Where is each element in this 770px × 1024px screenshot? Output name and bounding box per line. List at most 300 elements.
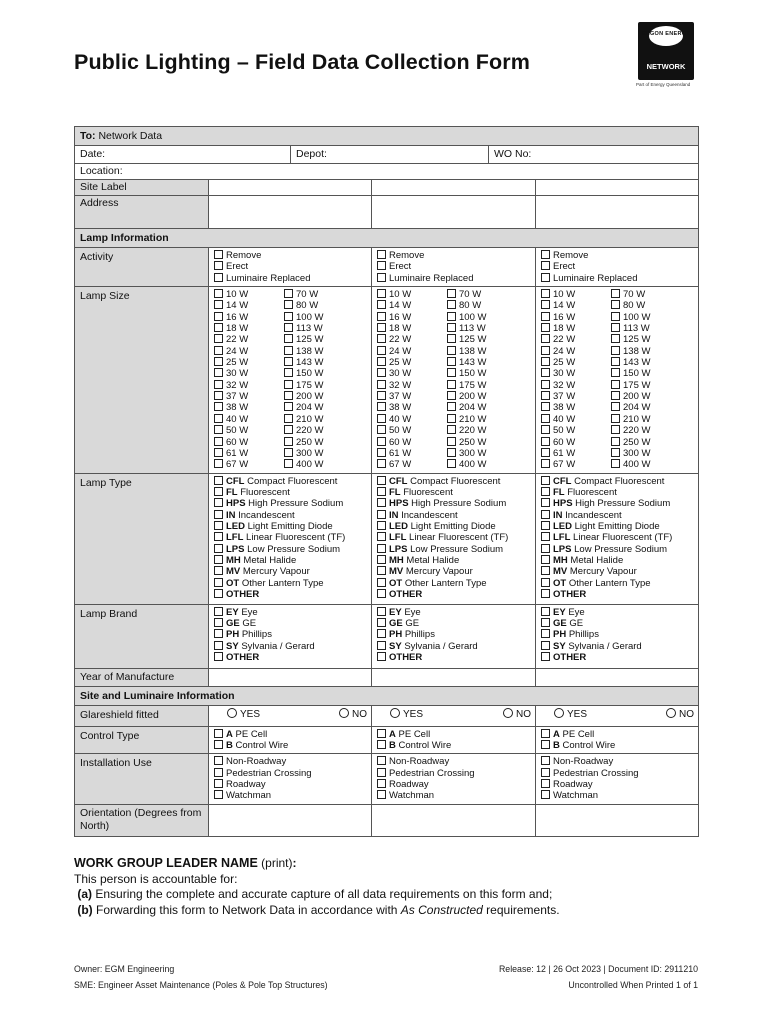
option-label: 18 W (389, 323, 412, 335)
checkbox[interactable] (611, 334, 620, 343)
option-label: 40 W (226, 413, 249, 425)
lamp-size-option (377, 380, 447, 391)
checkbox[interactable] (541, 289, 550, 298)
checkbox[interactable] (377, 607, 386, 616)
checkbox[interactable] (377, 768, 386, 777)
option-code: A (226, 728, 233, 740)
lamp-size-option (541, 402, 611, 413)
checkbox[interactable] (541, 729, 550, 738)
option-code: OTHER (553, 651, 587, 663)
option-label: 175 W (623, 379, 651, 391)
checkbox[interactable] (447, 425, 456, 434)
checkbox[interactable] (214, 425, 223, 434)
checkbox[interactable] (214, 289, 223, 298)
option-label: 16 W (226, 311, 249, 323)
checkbox[interactable] (377, 476, 386, 485)
checkbox[interactable] (541, 346, 550, 355)
lamp-type-option (214, 487, 366, 498)
checkbox[interactable] (447, 323, 456, 332)
option-label: Roadway (553, 778, 593, 790)
checkbox[interactable] (214, 323, 223, 332)
option-label: 10 W (389, 289, 412, 301)
site-label-input-1[interactable] (209, 180, 372, 196)
checkbox[interactable] (214, 368, 223, 377)
radio-button[interactable] (554, 708, 564, 718)
checkbox[interactable] (541, 261, 550, 270)
lamp-size-col-left (377, 289, 447, 471)
glareshield-yes (554, 708, 587, 722)
option-code: LED (553, 520, 572, 532)
checkbox[interactable] (214, 250, 223, 259)
checkbox[interactable] (377, 555, 386, 564)
checkbox[interactable] (214, 607, 223, 616)
checkbox[interactable] (541, 768, 550, 777)
checkbox[interactable] (611, 414, 620, 423)
option-code: FL (226, 486, 238, 498)
lamp-size-option (214, 289, 284, 300)
lamp-size-option (611, 368, 691, 379)
checkbox[interactable] (377, 641, 386, 650)
option-label: 150 W (459, 368, 487, 380)
option-label: 125 W (459, 334, 487, 346)
checkbox[interactable] (541, 391, 550, 400)
checkbox[interactable] (377, 589, 386, 598)
option-label: 175 W (296, 379, 324, 391)
checkbox[interactable] (541, 544, 550, 553)
checkbox[interactable] (611, 312, 620, 321)
to-row: To: Network Data (75, 127, 699, 146)
lamp-size-option (611, 346, 691, 357)
checkbox[interactable] (377, 448, 386, 457)
lamp-size-option (447, 357, 527, 368)
checkbox[interactable] (284, 289, 293, 298)
logo-brand: ERGON ENERGY (641, 31, 691, 37)
option-code: IN (389, 509, 399, 521)
checkbox[interactable] (214, 510, 223, 519)
checkbox[interactable] (377, 261, 386, 270)
checkbox[interactable] (284, 391, 293, 400)
checkbox[interactable] (214, 357, 223, 366)
option-code: MH (226, 554, 241, 566)
checkbox[interactable] (284, 323, 293, 332)
network-logo (638, 22, 694, 80)
checkbox[interactable] (541, 790, 550, 799)
option-code: OTHER (226, 651, 260, 663)
checkbox[interactable] (541, 402, 550, 411)
lamp-size-option (377, 402, 447, 413)
site-label-input-3[interactable] (536, 180, 699, 196)
checkbox[interactable] (214, 273, 223, 282)
footer-printed: Uncontrolled When Printed 1 of 1 (568, 979, 698, 990)
footer-owner: Owner: EGM Engineering (74, 964, 175, 974)
lamp-size-option (214, 414, 284, 425)
checkbox[interactable] (377, 414, 386, 423)
option-code: LPS (389, 543, 408, 555)
checkbox[interactable] (284, 346, 293, 355)
checkbox[interactable] (377, 334, 386, 343)
option-label: High Pressure Sodium (408, 498, 507, 510)
option-code: GE (389, 617, 403, 629)
checkbox[interactable] (377, 779, 386, 788)
checkbox[interactable] (284, 357, 293, 366)
option-label: 300 W (623, 447, 651, 459)
checkbox[interactable] (447, 289, 456, 298)
checkbox[interactable] (377, 652, 386, 661)
checkbox[interactable] (214, 334, 223, 343)
lamp-size-option (214, 391, 284, 402)
lamp-type-label: Lamp Type (75, 473, 209, 604)
lamp-size-option (541, 391, 611, 402)
lamp-size-label: Lamp Size (75, 287, 209, 474)
year-input-3[interactable] (536, 668, 699, 686)
address-input-1[interactable] (209, 196, 372, 229)
checkbox[interactable] (214, 476, 223, 485)
lamp-brand-option (377, 641, 530, 652)
lamp-brand-option (377, 629, 530, 640)
checkbox[interactable] (214, 402, 223, 411)
checkbox[interactable] (447, 334, 456, 343)
checkbox[interactable] (611, 368, 620, 377)
option-label: Fluorescent (400, 486, 453, 498)
option-label: Light Emitting Diode (408, 520, 496, 532)
year-input-1[interactable] (209, 668, 372, 686)
option-label: Other Lantern Type (402, 577, 487, 589)
control-type-options-3 (536, 726, 699, 754)
checkbox[interactable] (377, 459, 386, 468)
option-label: 40 W (389, 413, 412, 425)
checkbox[interactable] (611, 391, 620, 400)
option-label: Phillips (239, 629, 272, 641)
option-label: Linear Fluorescent (TF) (406, 532, 509, 544)
option-label: Control Wire (559, 739, 616, 751)
checkbox[interactable] (611, 459, 620, 468)
option-label: Watchman (226, 790, 272, 802)
checkbox[interactable] (541, 487, 550, 496)
checkbox[interactable] (214, 555, 223, 564)
site-label-label: Site Label (75, 180, 209, 196)
radio-button[interactable] (227, 708, 237, 718)
option-code: B (553, 739, 560, 751)
checkbox[interactable] (541, 532, 550, 541)
checkbox[interactable] (377, 544, 386, 553)
checkbox[interactable] (377, 346, 386, 355)
checkbox[interactable] (447, 448, 456, 457)
checkbox[interactable] (377, 312, 386, 321)
checkbox[interactable] (377, 380, 386, 389)
footer-sme: SME: Engineer Asset Maintenance (Poles & Pole Top Structures) (74, 979, 328, 990)
option-label: 38 W (389, 402, 412, 414)
checkbox[interactable] (284, 368, 293, 377)
lamp-size-col-right (284, 289, 364, 471)
checkbox[interactable] (541, 652, 550, 661)
checkbox[interactable] (541, 629, 550, 638)
checkbox[interactable] (377, 357, 386, 366)
orientation-input-2[interactable] (372, 804, 536, 836)
checkbox[interactable] (284, 380, 293, 389)
checkbox[interactable] (214, 414, 223, 423)
checkbox[interactable] (447, 402, 456, 411)
option-label: Compact Fluorescent (244, 475, 338, 487)
checkbox[interactable] (214, 740, 223, 749)
checkbox[interactable] (377, 521, 386, 530)
checkbox[interactable] (377, 740, 386, 749)
checkbox[interactable] (214, 532, 223, 541)
option-code: EY (553, 606, 566, 618)
checkbox[interactable] (214, 566, 223, 575)
checkbox[interactable] (377, 532, 386, 541)
checkbox[interactable] (447, 312, 456, 321)
checkbox[interactable] (284, 300, 293, 309)
option-code: OTHER (389, 651, 423, 663)
lamp-size-option (214, 334, 284, 345)
checkbox[interactable] (377, 323, 386, 332)
checkbox[interactable] (214, 768, 223, 777)
checkbox[interactable] (284, 437, 293, 446)
checkbox[interactable] (377, 790, 386, 799)
option-label: 16 W (553, 311, 576, 323)
checkbox[interactable] (214, 437, 223, 446)
orientation-input-1[interactable] (209, 804, 372, 836)
option-label: 200 W (459, 391, 487, 403)
option-label: 175 W (459, 379, 487, 391)
lamp-size-option (377, 391, 447, 402)
option-label: GE (402, 617, 420, 629)
checkbox[interactable] (447, 346, 456, 355)
checkbox[interactable] (214, 459, 223, 468)
checkbox[interactable] (214, 498, 223, 507)
checkbox[interactable] (541, 459, 550, 468)
checkbox[interactable] (377, 273, 386, 282)
depot-field[interactable]: Depot: (291, 146, 489, 163)
lamp-size-option (377, 346, 447, 357)
lamp-type-option (214, 510, 366, 521)
glareshield-radio-group (536, 706, 698, 722)
checkbox[interactable] (284, 448, 293, 457)
checkbox[interactable] (541, 273, 550, 282)
checkbox[interactable] (541, 357, 550, 366)
checkbox[interactable] (214, 380, 223, 389)
activity-option (541, 261, 693, 272)
checkbox[interactable] (284, 334, 293, 343)
checkbox[interactable] (284, 414, 293, 423)
checkbox[interactable] (214, 544, 223, 553)
checkbox[interactable] (447, 380, 456, 389)
checkbox[interactable] (377, 578, 386, 587)
checkbox[interactable] (214, 618, 223, 627)
lamp-size-option (377, 425, 447, 436)
checkbox[interactable] (214, 487, 223, 496)
lamp-size-option (447, 289, 527, 300)
checkbox[interactable] (377, 289, 386, 298)
radio-button[interactable] (666, 708, 676, 718)
checkbox[interactable] (214, 779, 223, 788)
checkbox[interactable] (611, 323, 620, 332)
checkbox[interactable] (377, 402, 386, 411)
option-label: Linear Fluorescent (TF) (243, 532, 346, 544)
checkbox[interactable] (214, 589, 223, 598)
checkbox[interactable] (611, 402, 620, 411)
checkbox[interactable] (377, 618, 386, 627)
checkbox[interactable] (541, 521, 550, 530)
checkbox[interactable] (541, 312, 550, 321)
activity-option (377, 261, 530, 272)
no-label: NO (516, 708, 531, 720)
activity-options-3 (536, 248, 699, 287)
option-label: Fluorescent (237, 486, 290, 498)
checkbox[interactable] (611, 448, 620, 457)
option-code: HPS (389, 498, 409, 510)
checkbox[interactable] (377, 300, 386, 309)
option-label: 80 W (459, 300, 482, 312)
checkbox[interactable] (284, 312, 293, 321)
option-label: 125 W (623, 334, 651, 346)
checkbox[interactable] (541, 618, 550, 627)
checkbox[interactable] (377, 391, 386, 400)
checkbox[interactable] (447, 300, 456, 309)
checkbox[interactable] (541, 425, 550, 434)
checkbox[interactable] (611, 300, 620, 309)
checkbox[interactable] (214, 300, 223, 309)
lamp-brand-option (541, 607, 693, 618)
checkbox[interactable] (541, 740, 550, 749)
checkbox[interactable] (284, 459, 293, 468)
option-label: Control Wire (232, 739, 289, 751)
checkbox[interactable] (214, 261, 223, 270)
radio-button[interactable] (390, 708, 400, 718)
checkbox[interactable] (541, 510, 550, 519)
checkbox[interactable] (447, 414, 456, 423)
checkbox[interactable] (447, 437, 456, 446)
checkbox[interactable] (541, 566, 550, 575)
checkbox[interactable] (541, 250, 550, 259)
checkbox[interactable] (377, 498, 386, 507)
checkbox[interactable] (541, 368, 550, 377)
checkbox[interactable] (377, 729, 386, 738)
checkbox[interactable] (214, 312, 223, 321)
checkbox[interactable] (447, 391, 456, 400)
checkbox[interactable] (541, 607, 550, 616)
checkbox[interactable] (611, 437, 620, 446)
option-label: 400 W (296, 459, 324, 471)
option-label: Mercury Vapour (240, 566, 310, 578)
checkbox[interactable] (214, 448, 223, 457)
checkbox[interactable] (611, 380, 620, 389)
checkbox[interactable] (214, 346, 223, 355)
radio-button[interactable] (339, 708, 349, 718)
site-label-input-2[interactable] (372, 180, 536, 196)
activity-label: Activity (75, 248, 209, 287)
year-input-2[interactable] (372, 668, 536, 686)
checkbox[interactable] (541, 641, 550, 650)
lamp-size-option (377, 357, 447, 368)
checkbox[interactable] (214, 729, 223, 738)
checkbox[interactable] (541, 476, 550, 485)
orientation-input-3[interactable] (536, 804, 699, 836)
checkbox[interactable] (541, 555, 550, 564)
checkbox[interactable] (541, 380, 550, 389)
location-field[interactable]: Location: (75, 164, 699, 180)
option-label: Control Wire (395, 739, 452, 751)
lamp-size-option (214, 323, 284, 334)
option-label: 143 W (459, 357, 487, 369)
checkbox[interactable] (541, 756, 550, 765)
checkbox[interactable] (214, 578, 223, 587)
option-label: 67 W (226, 459, 249, 471)
checkbox[interactable] (377, 368, 386, 377)
checkbox[interactable] (541, 448, 550, 457)
checkbox[interactable] (214, 521, 223, 530)
lamp-size-grid (377, 289, 530, 471)
checkbox[interactable] (377, 437, 386, 446)
checkbox[interactable] (611, 346, 620, 355)
checkbox[interactable] (377, 510, 386, 519)
lamp-size-option (284, 380, 364, 391)
checkbox[interactable] (611, 425, 620, 434)
checkbox[interactable] (541, 589, 550, 598)
option-code: FL (553, 486, 565, 498)
option-label: Low Pressure Sodium (244, 543, 341, 555)
checkbox[interactable] (214, 629, 223, 638)
checkbox[interactable] (541, 334, 550, 343)
checkbox[interactable] (214, 652, 223, 661)
checkbox[interactable] (377, 425, 386, 434)
option-label: Remove (389, 250, 425, 261)
date-field[interactable]: Date: (75, 146, 291, 163)
checkbox[interactable] (541, 779, 550, 788)
checkbox[interactable] (284, 402, 293, 411)
checkbox[interactable] (214, 790, 223, 799)
checkbox[interactable] (284, 425, 293, 434)
checkbox[interactable] (541, 323, 550, 332)
option-label: 210 W (296, 413, 324, 425)
address-input-2[interactable] (372, 196, 536, 229)
checkbox[interactable] (377, 250, 386, 259)
checkbox[interactable] (541, 414, 550, 423)
address-input-3[interactable] (536, 196, 699, 229)
option-label: 30 W (553, 368, 576, 380)
checkbox[interactable] (214, 756, 223, 765)
checkbox[interactable] (377, 487, 386, 496)
lamp-size-option (214, 368, 284, 379)
checkbox[interactable] (447, 368, 456, 377)
option-label: 138 W (296, 345, 324, 357)
checkbox[interactable] (541, 578, 550, 587)
checkbox[interactable] (611, 289, 620, 298)
lamp-size-option (447, 459, 527, 470)
lamp-type-option (377, 578, 530, 589)
checkbox[interactable] (447, 459, 456, 468)
checkbox[interactable] (214, 391, 223, 400)
radio-button[interactable] (503, 708, 513, 718)
checkbox[interactable] (541, 300, 550, 309)
checkbox[interactable] (447, 357, 456, 366)
option-code: FL (389, 486, 401, 498)
checkbox[interactable] (541, 498, 550, 507)
checkbox[interactable] (377, 629, 386, 638)
checkbox[interactable] (611, 357, 620, 366)
checkbox[interactable] (377, 566, 386, 575)
lamp-brand-option (377, 618, 530, 629)
installation-option (541, 790, 693, 801)
wo-field[interactable]: WO No: (494, 148, 532, 160)
lamp-section-header: Lamp Information (75, 229, 699, 248)
checkbox[interactable] (541, 437, 550, 446)
option-label: Incandescent (235, 509, 295, 521)
option-label: 61 W (553, 447, 576, 459)
checkbox[interactable] (377, 756, 386, 765)
checkbox[interactable] (214, 641, 223, 650)
option-label: Luminaire Replaced (226, 272, 311, 284)
